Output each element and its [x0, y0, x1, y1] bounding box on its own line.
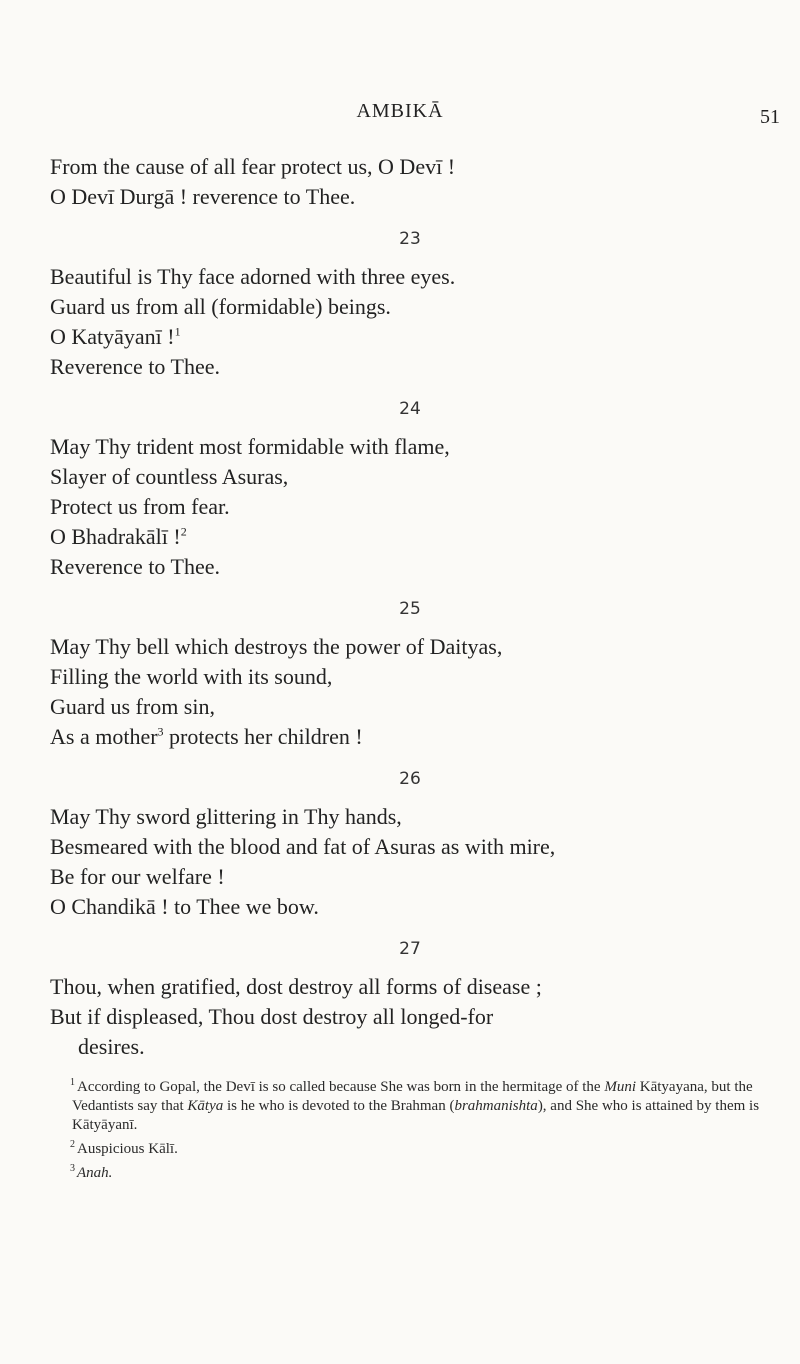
verse-text: As a mother: [50, 724, 158, 749]
verse-text: protects her children !: [163, 724, 363, 749]
stanza-number: 23: [399, 229, 421, 249]
text-line: [50, 722, 770, 752]
text-line: Guard us from all (formidable) beings.: [50, 294, 391, 319]
stanza-number: 24: [399, 399, 421, 419]
text-line: Reverence to Thee.: [50, 354, 221, 379]
footnote-ref: 2: [180, 524, 187, 539]
text-line: O Devī Durgā ! reverence to Thee.: [50, 184, 356, 209]
footnote-italic: brahmanishta: [454, 1098, 538, 1114]
text-line: desires.: [78, 1034, 145, 1059]
text-line: May Thy bell which destroys the power of Daityas,: [50, 634, 503, 659]
page-body: [50, 152, 770, 1062]
footnote-text: Kātyayana, but the Vedantists say that: [72, 1079, 753, 1114]
text-line: From the cause of all fear protect us, O Devī !: [50, 154, 456, 179]
stanza-number: 27: [399, 939, 421, 959]
stanza-25: [50, 632, 770, 752]
footnote-mark: 3: [70, 1163, 75, 1174]
text-line: May Thy sword glittering in Thy hands,: [50, 804, 402, 829]
stanza-number: 25: [399, 599, 421, 619]
text-line: [50, 322, 770, 352]
text-line: Protect us from fear.: [50, 494, 230, 519]
footnote-2: [50, 1135, 770, 1159]
footnote-ref: 3: [157, 724, 164, 739]
text-line: Reverence to Thee.: [50, 554, 221, 579]
footnote-italic: Anah.: [77, 1165, 113, 1181]
stanza-27: [50, 972, 770, 1062]
text-line: But if displeased, Thou dost destroy all longed-for: [50, 1004, 494, 1029]
stanza-24: [50, 432, 770, 582]
text-line: Slayer of countless Asuras,: [50, 464, 289, 489]
footnote-3: [50, 1159, 770, 1183]
footnote-italic: Muni: [604, 1079, 637, 1095]
text-line: [50, 522, 770, 552]
footnote-italic: Kātya: [187, 1098, 224, 1114]
page-number: 51: [760, 106, 780, 128]
stanza-number: 26: [399, 769, 421, 789]
footnote-1: [50, 1073, 770, 1135]
verse-text: O Katyāyanī !: [50, 324, 175, 349]
text-line: Beautiful is Thy face adorned with three eyes.: [50, 264, 456, 289]
text-line: Besmeared with the blood and fat of Asuras as with mire,: [50, 834, 556, 859]
footnote-text: ), and She who is attained by them is Kātyāyanī.: [72, 1098, 760, 1133]
footnote-ref: 1: [174, 324, 181, 339]
footnotes: [50, 1073, 770, 1183]
text-line: Guard us from sin,: [50, 694, 215, 719]
text-line: Thou, when gratified, dost destroy all forms of disease ;: [50, 974, 542, 999]
footnote-text: According to Gopal, the Devī is so called because She was born in the hermitage of the: [77, 1079, 605, 1095]
footnote-mark: 1: [70, 1077, 75, 1088]
verse-text: O Bhadrakālī !: [50, 524, 181, 549]
footnote-mark: 2: [70, 1139, 75, 1150]
stanza-23: [50, 262, 770, 382]
text-line: May Thy trident most formidable with flame,: [50, 434, 450, 459]
stanza-26: [50, 802, 770, 922]
running-head: AMBIKĀ: [356, 100, 444, 122]
footnote-text: Auspicious Kālī.: [77, 1141, 178, 1157]
text-line: O Chandikā ! to Thee we bow.: [50, 894, 319, 919]
text-line: Be for our welfare !: [50, 864, 225, 889]
text-line: Filling the world with its sound,: [50, 664, 333, 689]
intro-lines: [50, 152, 770, 212]
footnote-text: is he who is devoted to the Brahman (: [223, 1098, 455, 1114]
